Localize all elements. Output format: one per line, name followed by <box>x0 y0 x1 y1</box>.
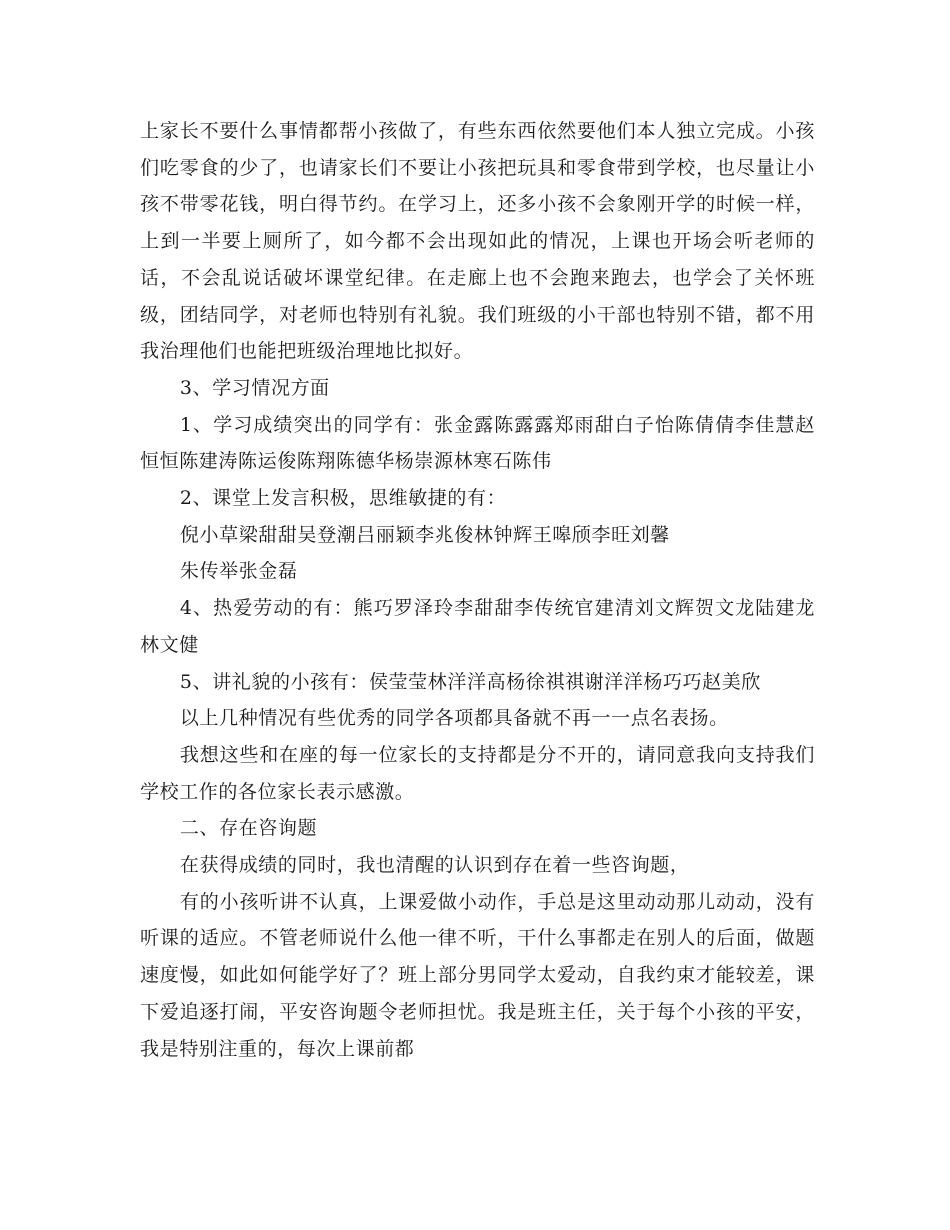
paragraph-intro-continued: 上家长不要什么事情都帮小孩做了，有些东西依然要他们本人独立完成。小孩们吃零食的少了，也请家长们不要让小孩把玩具和零食带到学校，也尽量让小孩不带零花钱，明白得节约。在学习上，还多小孩不会象刚开学的时候一样，上到一半要上厕所了，如今都不会出现如此的情况，上课也开场会听老师的话，不会乱说话破坏课堂纪律。在走廊上也不会跑来跑去，也学会了关怀班级，团结同学，对老师也特别有礼貌。我们班级的小干部也特别不错，都不用我治理他们也能把班级治理地比拟好。 <box>140 120 815 363</box>
document-page <box>140 113 815 1067</box>
paragraph-active-speakers: 2、课堂上发言积极，思维敏捷的有： <box>179 487 507 510</box>
heading-study-situation: 3、学习情况方面 <box>179 376 330 399</box>
paragraph-polite-children: 5、讲礼貌的小孩有：侯莹莹林洋洋高杨徐祺祺谢洋洋杨巧巧赵美欣 <box>179 670 761 693</box>
paragraph-problems-intro: 在获得成绩的同时，我也清醒的认识到存在着一些咨询题， <box>179 854 690 877</box>
paragraph-summary-praise: 以上几种情况有些优秀的同学各项都具备就不再一一点名表扬。 <box>179 707 729 730</box>
paragraph-active-speakers-names-1: 倪小草梁甜甜吴登潮吕丽颖李兆俊林钟辉王嗥颀李旺刘馨 <box>179 523 670 546</box>
paragraph-thanks-parents: 我想这些和在座的每一位家长的支持都是分不开的，请同意我向支持我们学校工作的各位家长表示感激。 <box>140 743 815 803</box>
paragraph-active-speakers-names-2: 朱传举张金磊 <box>179 560 298 583</box>
heading-existing-problems: 二、存在咨询题 <box>179 817 318 840</box>
paragraph-love-labor: 4、热爱劳动的有：熊巧罗泽玲李甜甜李传统官建清刘文辉贺文龙陆建龙林文健 <box>140 597 815 656</box>
paragraph-problems-detail: 有的小孩听讲不认真，上课爱做小动作，手总是这里动动那儿动动，没有听课的适应。不管老师说什么他一律不听，干什么事都走在别人的后面，做题速度慢，如此如何能学好了？班上部分男同学太爱动，自我约束才能较差，课下爱追逐打闹，平安咨询题令老师担忧。我是班主任，关于每个小孩的平安，我是特别注重的，每次上课前都 <box>140 890 815 1060</box>
paragraph-outstanding-students: 1、学习成绩突出的同学有：张金露陈露露郑雨甜白子怡陈倩倩李佳慧赵恒恒陈建涛陈运俊陈翔陈德华杨崇源林寒石陈伟 <box>140 413 815 473</box>
